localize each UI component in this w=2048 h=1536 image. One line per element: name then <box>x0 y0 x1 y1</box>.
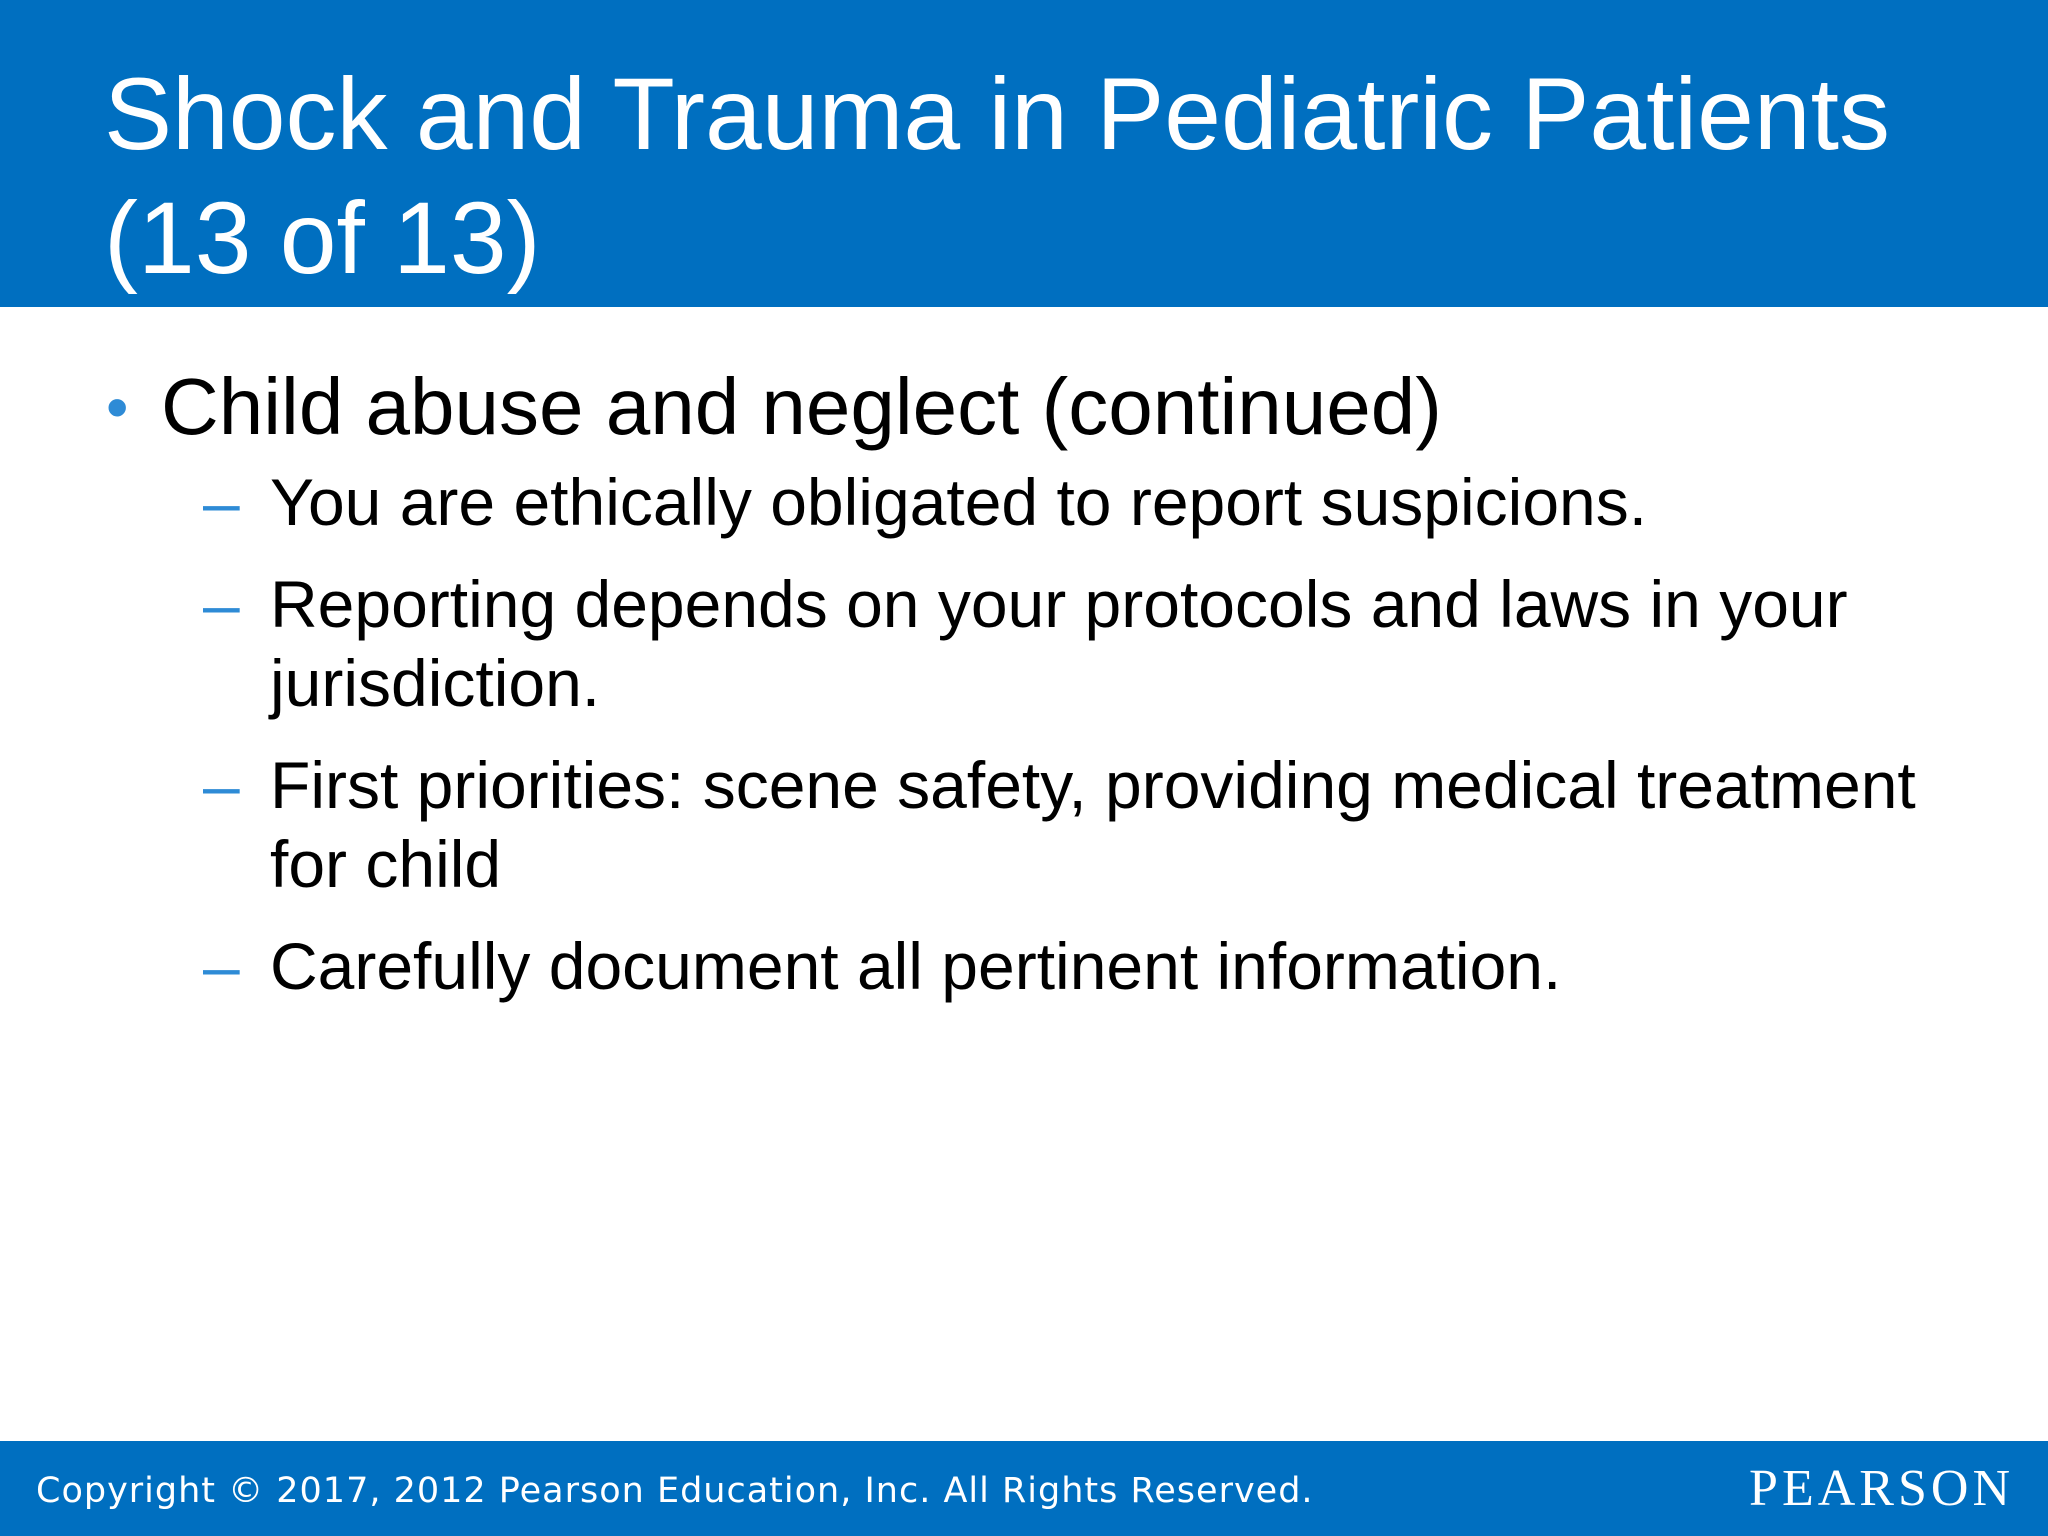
pearson-logo: PEARSON <box>1749 1460 2014 1517</box>
sub-bullet-item <box>0 746 2048 904</box>
dash-marker-icon: – <box>203 567 240 641</box>
sub-bullet-text: First priorities: scene safety, providing medical treatment for child <box>270 748 1916 901</box>
dash-marker-icon: – <box>203 929 240 1003</box>
sub-bullet-text: Reporting depends on your protocols and laws in your jurisdiction. <box>270 567 1848 720</box>
sub-bullet-item <box>0 927 2048 1006</box>
bullet-text: Child abuse and neglect (continued) <box>161 362 1442 451</box>
slide-title: Shock and Trauma in Pediatric Patients (13 of 13) <box>104 57 1890 295</box>
dash-marker-icon: – <box>203 465 240 539</box>
copyright-notice: Copyright © 2017, 2012 Pearson Education, Inc. All Rights Reserved. <box>36 1471 1314 1511</box>
sub-bullet-text: Carefully document all pertinent information. <box>270 929 1562 1003</box>
bullet-marker-icon: • <box>106 371 129 443</box>
dash-marker-icon: – <box>203 748 240 822</box>
sub-bullet-item <box>0 565 2048 723</box>
footer-bar <box>0 1441 2048 1536</box>
sub-bullet-item <box>0 463 2048 542</box>
slide-body <box>0 355 2048 1029</box>
sub-bullet-text: You are ethically obligated to report suspicions. <box>270 465 1648 539</box>
title-bar <box>0 0 2048 307</box>
bullet-item <box>0 355 2048 459</box>
